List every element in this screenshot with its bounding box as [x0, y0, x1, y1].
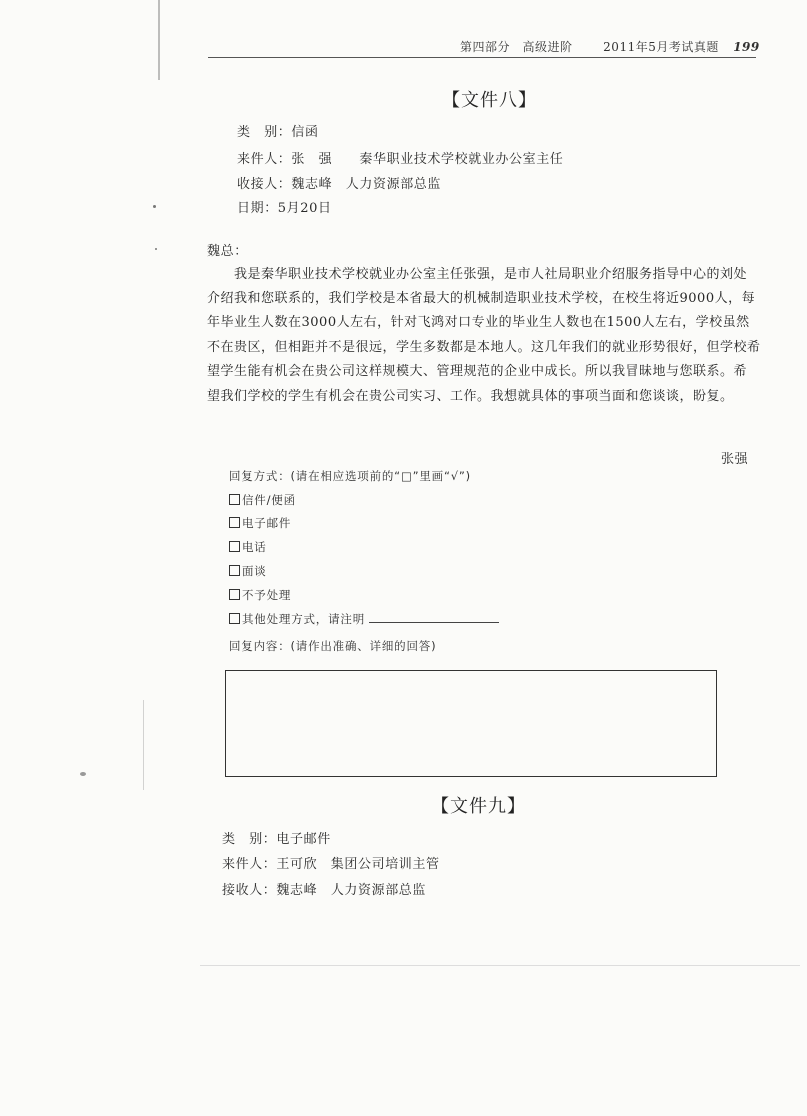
reply-option-email[interactable]: [229, 515, 291, 531]
doc8-to: 收接人：魏志峰 人力资源部总监: [237, 177, 442, 192]
doc8-body-line: 不在贵区，但相距并不是很远，学生多数都是本地人。这几年我们的就业形势很好，但学校希: [207, 340, 761, 355]
doc8-body-line: 年毕业生人数在3000人左右，针对飞鸿对口专业的毕业生人数也在1500人左右，学校虽然: [207, 315, 750, 330]
doc9-title: 【文件九】: [431, 796, 526, 817]
scan-speck: [153, 205, 156, 208]
doc8-salutation: 魏总：: [207, 244, 248, 259]
scan-speck: [155, 248, 157, 250]
scan-artifact: [200, 965, 800, 966]
checkbox[interactable]: [229, 613, 240, 624]
option-label: 电话: [242, 540, 267, 554]
checkbox[interactable]: [229, 565, 240, 576]
reply-option-no-action[interactable]: [229, 587, 291, 603]
checkbox[interactable]: [229, 541, 240, 552]
doc8-body-line: 望学生能有机会在贵公司这样规模大、管理规范的企业中成长。所以我冒昧地与您联系。希: [207, 364, 748, 379]
doc8-signature: 张强: [721, 452, 749, 467]
scan-speck: [80, 772, 86, 776]
option-label: 其他处理方式，请注明: [242, 612, 365, 626]
scan-artifact: [158, 0, 160, 80]
reply-option-meeting[interactable]: [229, 563, 267, 579]
option-label: 信件/便函: [242, 493, 296, 507]
exam-title: 2011年5月考试真题: [603, 40, 719, 54]
doc9-to: 接收人：魏志峰 人力资源部总监: [222, 883, 427, 898]
option-label: 不予处理: [242, 588, 292, 602]
reply-option-phone[interactable]: [229, 539, 267, 555]
running-header: [460, 38, 760, 55]
other-method-blank[interactable]: [369, 612, 499, 623]
doc8-body-line: 我是秦华职业技术学校就业办公室主任张强，是市人社局职业介绍服务指导中心的刘处: [234, 267, 748, 282]
doc9-from: 来件人：王可欣 集团公司培训主管: [222, 857, 440, 872]
doc8-title: 【文件八】: [442, 90, 537, 111]
page-number: 199: [733, 40, 760, 54]
doc8-from: 来件人：张 强 秦华职业技术学校就业办公室主任: [237, 152, 564, 167]
doc8-date: 日期：5月20日: [237, 201, 332, 216]
doc8-body-line: 介绍我和您联系的，我们学校是本省最大的机械制造职业技术学校，在校生将近9000人，每: [207, 291, 756, 306]
checkbox[interactable]: [229, 517, 240, 528]
checkbox[interactable]: [229, 589, 240, 600]
header-rule: [208, 57, 756, 58]
reply-option-other[interactable]: [229, 611, 499, 627]
checkbox[interactable]: [229, 494, 240, 505]
reply-content-label: 回复内容：(请作出准确、详细的回答): [229, 639, 437, 653]
option-label: 面谈: [242, 564, 267, 578]
reply-content-box[interactable]: [225, 670, 717, 777]
section-title: 第四部分 高级进阶: [460, 40, 573, 54]
doc9-category: 类 别：电子邮件: [222, 832, 331, 847]
scan-artifact: [143, 700, 144, 790]
option-label: 电子邮件: [242, 516, 292, 530]
doc8-body-line: 望我们学校的学生有机会在贵公司实习、工作。我想就具体的事项当面和您谈谈，盼复。: [207, 389, 734, 404]
reply-option-letter[interactable]: [229, 492, 296, 508]
doc8-category: 类 别：信函: [237, 125, 319, 140]
reply-method-instruction: 回复方式：(请在相应选项前的“□”里画“√”): [229, 469, 471, 483]
